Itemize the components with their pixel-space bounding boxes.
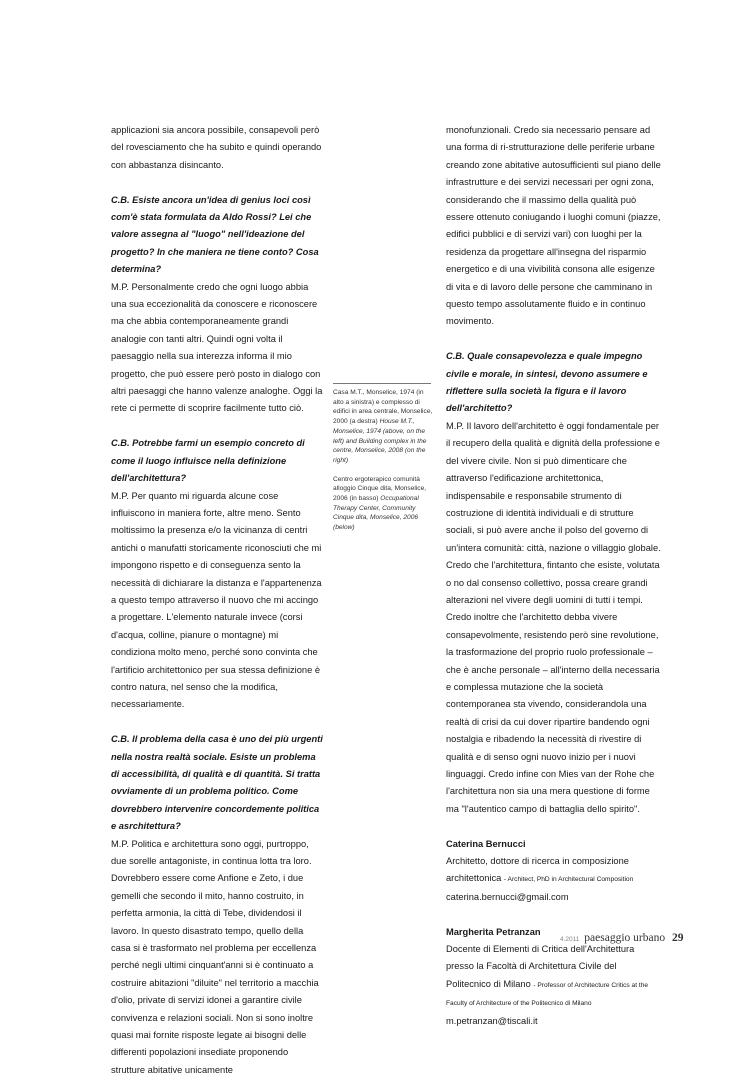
caption-column <box>333 383 433 542</box>
answer-4: M.P. Il lavoro dell'architetto è oggi fondamentale per il recupero della qualità e dignità della professione e del vivere civile. Non si può dimenticare che attraverso l'edificazione architettonica, indispensabile e responsabile strumento di costruzione di identità individuali e di strutture sociali, si può avere anche il polso del governo di un'intera comunità: città, nazione o villaggio globale. Credo che l'architettura, fintanto che esiste, volutata o no dal consenso collettivo, possa creare grandi alterazioni nel vivere degli uomini di tutti i tempi. Credo inoltre che l'architetto debba vivere consapevolmente, resistendo però sine revolutione, la trasformazione del proprio ruolo professionale – che è anche personale – all'interno della necessaria e complessa mutazione che la società contemporanea sta vivendo, considerandola una realtà di crisi da cui dover ripartire bandendo ogni nostalgia e ribadendo la necessità di rivestire di qualità e di senso ogni nuovo inizio per i nuovi linguaggi. Credo infine con Mies van der Rohe che l'architettura non sia una mera questione di forme ma "l'autentico campo di battaglia dello spirito". <box>446 420 661 814</box>
caption-2-italian: Centro ergoterapico comunità alloggio Cinque dita, Monselice, 2006 (in basso) <box>333 475 427 503</box>
author-1 <box>446 836 664 907</box>
caption-1-english: House M.T., Monselice, 1974 (above, on the left) and Building complex in the centre, Monselice, 2008 (on the right) <box>333 418 427 464</box>
question-4: C.B. Quale consapevolezza e quale impegno civile e morale, in sintesi, devono assumere e riflettere sulla società la figura e il lavoro dell'architetto? <box>446 351 648 414</box>
caption-2-english: Occupational Therapy Center, Community Cinque dita, Monselice, 2006 (below) <box>333 495 419 532</box>
caption-1 <box>333 388 433 466</box>
author-2-name: Margherita Petranzan <box>446 926 541 937</box>
caption-2 <box>333 475 433 533</box>
magazine-name: paesaggio urbano <box>584 932 666 944</box>
author-1-name: Caterina Bernucci <box>446 838 526 849</box>
intro-paragraph: applicazioni sia ancora possibile, consapevoli però del rovesciamento che ha subito e quindi operando con abbastanza disincanto. <box>111 125 322 170</box>
question-3: C.B. Il problema della casa è uno dei più urgenti nella nostra realtà sociale. Esiste un problema di accessibilità, di qualità e di quantità. Si tratta ovviamente di un problema politico. Come dovrebbero intervenire concordemente politica e asrchitettura? <box>111 734 323 832</box>
author-1-email[interactable]: caterina.bernucci@gmail.com <box>446 891 569 902</box>
answer-1: M.P. Personalmente credo che ogni luogo abbia una sua eccezionalità da conoscere e riconoscere ma che abbia contemporaneamente grandi analogie con tanti altri. Quindi ogni volta il paesaggio nella sua interezza informa il mio progetto, che può essere però posto in dialogo con altri paesaggi che hanno valenze analoghe. Oggi la rete ci permette di scoprire facilmente tutto ciò. <box>111 281 323 414</box>
author-2-role: Docente di Elementi di Critica dell'Architettura presso la Facoltà di Architettura Civile del Politecnico di Milano - Professor of Architecture Critics at the Faculty of Architecture of the Politecnico di Milano <box>446 944 649 1008</box>
page-footer <box>560 932 683 944</box>
answer-3: M.P. Politica e architettura sono oggi, purtroppo, due sorelle antagoniste, in continua lotta tra loro. Dovrebbero essere come Anfione e Zeto, i due gemelli che secondo il mito, hanno costruito, in perfetta armonia, la città di Tebe, dividendosi il lavoro. In questo disastrato tempo, quello della casa si è trasformato nel problema per eccellenza perché negli ultimi cinquant'anni si è continuato a costruire abitazioni "diluite" nel territorio a macchia d'olio, private di servizi idonei a garantire civile convivenza e relazioni sociali. Non si sono inoltre quasi mai fornite risposte legate ai bisogni delle differenti popolazioni insediate proponendo strutture abitative unicamente <box>111 838 319 1075</box>
caption-1-italian: Casa M.T., Monselice, 1974 (in alto a sinistra) e complesso di edifici in area centrale, Monselice, 2000 (a destra) <box>333 389 433 426</box>
issue-number: 4.2011 <box>560 936 580 943</box>
right-column <box>446 122 664 1030</box>
answer-2: M.P. Per quanto mi riguarda alcune cose influiscono in maniera forte, altre meno. Sento moltissimo la presenza e/o la vicinanza di centri antichi o manufatti storicamente riconosciuti che mi impongono rispetto e di conseguenza sento la necessità di dichiarare la distanza e l'appartenenza a questo tempo attraverso il nuovo che mi accingo a progettare. L'elemento naturale invece (corsi d'acqua, colline, pianure o montagne) mi condiziona molto meno, perché sono convinta che l'artificio architettonico per sua stessa definizione è contro natura, nel senso che la modifica, necessariamente. <box>111 490 322 710</box>
question-1: C.B. Esiste ancora un'idea di genius loci così com'è stata formulata da Aldo Rossi? Lei che valore assegna al "luogo" nell'ideazione del progetto? In che maniera ne tiene conto? Cosa determina? <box>111 194 319 275</box>
author-1-role: Architetto, dottore di ricerca in composizione architettonica - Architect, PhD in Architectural Composition <box>446 856 634 884</box>
author-1-role-english: - Architect, PhD in Architectural Composition <box>503 876 634 884</box>
caption-divider <box>333 383 431 384</box>
left-column <box>111 122 323 1079</box>
continuation-paragraph: monofunzionali. Credo sia necessario pensare ad una forma di ri-strutturazione delle periferie urbane creando zone abitative autosufficienti sul piano delle infrastrutture e dei servizi necessari per ogni zona, considerando che il massimo della qualità può essere ottenuto coniugando i luoghi comuni (piazze, edifici pubblici e di servizi vari) con luoghi per la residenza da progettare all'insegna del risparmio energetico e di una vivibilità consona alle esigenze di vita e di lavoro delle persone che camminano in questo tempo assolutamente fluido e in continuo movimento. <box>446 125 661 327</box>
question-2: C.B. Potrebbe farmi un esempio concreto di come il luogo influisce nella definizione dell'architettura? <box>111 438 305 484</box>
page-number: 29 <box>671 932 684 944</box>
author-2-role-english: - Professor of Architecture Critics at the Faculty of Architecture of the Politecnico di Milano <box>446 981 649 1008</box>
author-2-email[interactable]: m.petranzan@tiscali.it <box>446 1015 538 1026</box>
